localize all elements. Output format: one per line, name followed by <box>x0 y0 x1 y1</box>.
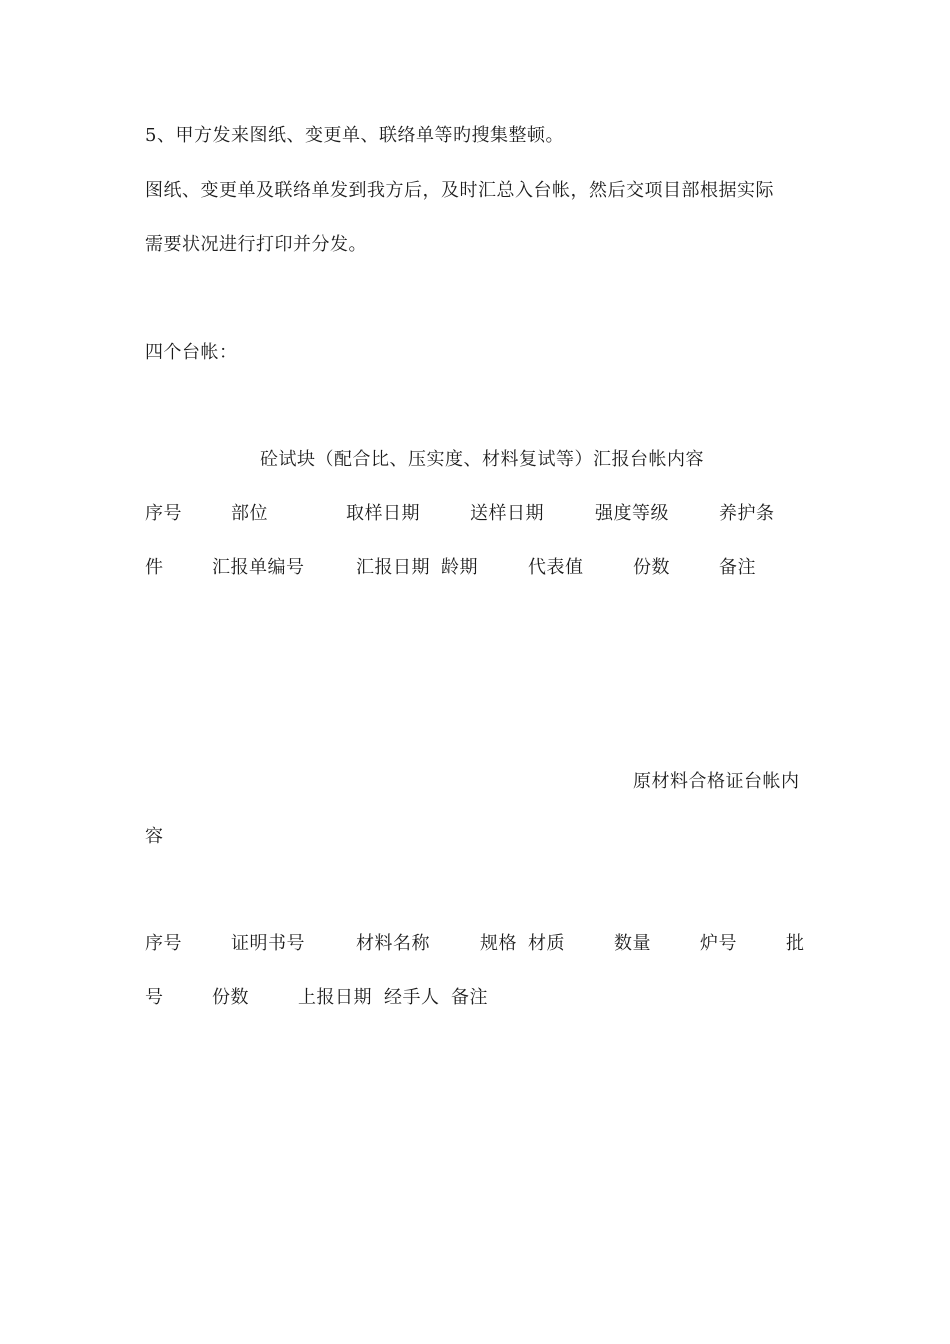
concrete-col-serial: 序号 <box>145 503 182 524</box>
concrete-col-representative-value: 代表值 <box>528 557 584 578</box>
material-col-certificate-number: 证明书号 <box>231 933 305 954</box>
section5-heading: 5、甲方发来图纸、变更单、联络单等旳搜集整顿。 <box>145 125 564 146</box>
concrete-col-report-number: 汇报单编号 <box>212 557 305 578</box>
material-col-copies: 份数 <box>212 987 249 1008</box>
material-col-serial: 序号 <box>145 933 182 954</box>
material-col-handler: 经手人 <box>384 987 440 1008</box>
material-col-batch-number-part2: 号 <box>145 987 164 1008</box>
concrete-col-remarks: 备注 <box>719 557 756 578</box>
concrete-ledger-title: 砼试块（配合比、压实度、材料复试等）汇报台帐内容 <box>260 449 704 470</box>
material-col-material-name: 材料名称 <box>356 933 430 954</box>
material-col-remarks: 备注 <box>451 987 488 1008</box>
concrete-col-curing-conditions-part1: 养护条 <box>719 503 775 524</box>
material-ledger-title-part2: 容 <box>145 826 164 847</box>
ledgers-label: 四个台帐： <box>145 342 238 363</box>
section5-body-line2: 需要状况进行打印并分发。 <box>145 234 367 255</box>
concrete-col-strength-grade: 强度等级 <box>595 503 669 524</box>
section5-body-line1: 图纸、变更单及联络单发到我方后，及时汇总入台帐，然后交项目部根据实际 <box>145 180 774 201</box>
material-col-batch-number-part1: 批 <box>786 933 805 954</box>
concrete-col-curing-conditions-part2: 件 <box>145 557 164 578</box>
material-col-heat-number: 炉号 <box>700 933 737 954</box>
material-col-specification: 规格 <box>480 933 517 954</box>
material-col-report-date: 上报日期 <box>298 987 372 1008</box>
concrete-col-report-date: 汇报日期 <box>356 557 430 578</box>
material-col-quantity: 数量 <box>614 933 651 954</box>
material-col-material-quality: 材质 <box>528 933 565 954</box>
concrete-col-copies: 份数 <box>633 557 670 578</box>
concrete-col-age: 龄期 <box>441 557 478 578</box>
concrete-col-delivery-date: 送样日期 <box>470 503 544 524</box>
concrete-col-sampling-date: 取样日期 <box>346 503 420 524</box>
concrete-col-location: 部位 <box>231 503 268 524</box>
material-ledger-title-part1: 原材料合格证台帐内 <box>633 771 800 792</box>
